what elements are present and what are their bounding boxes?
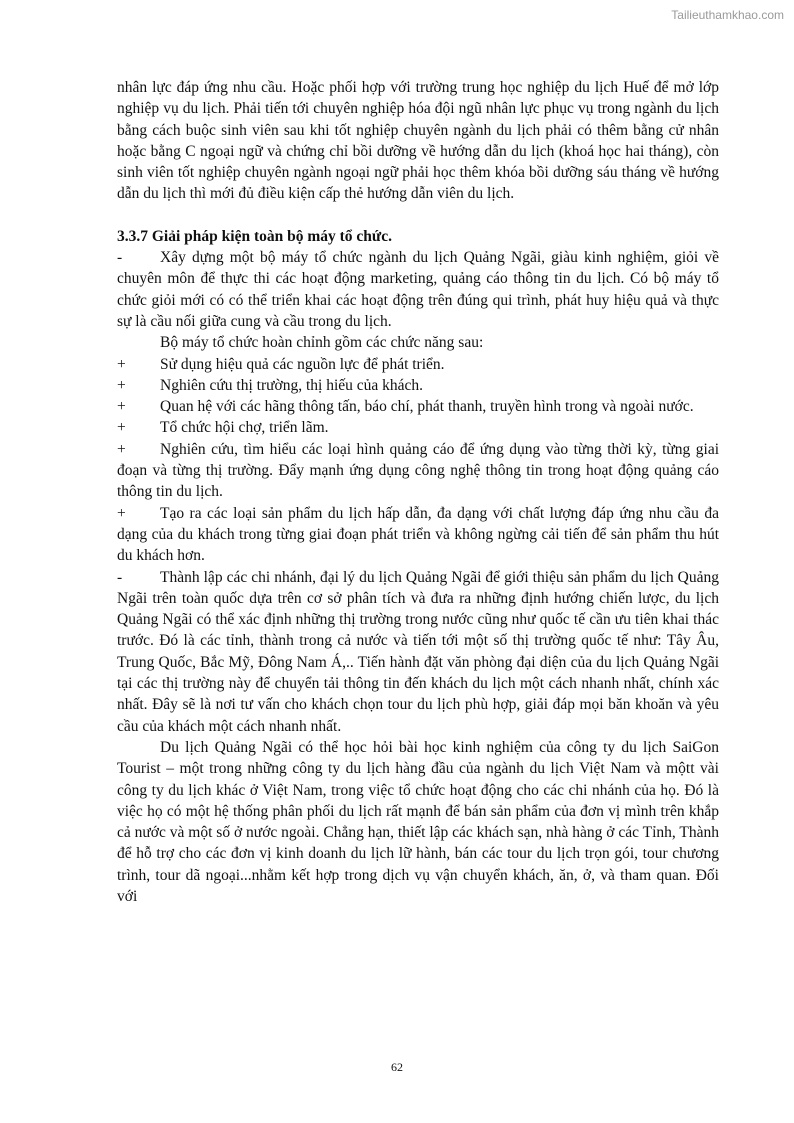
list-item-text: Quan hệ với các hãng thông tấn, báo chí, phát thanh, truyền hình trong và ngoài nước.	[160, 398, 694, 416]
list-item-text: Nghiên cứu thị trường, thị hiếu của khách.	[160, 376, 424, 394]
list-item-text: Nghiên cứu, tìm hiểu các loại hình quảng cáo để ứng dụng vào từng thời kỳ, từng giai đoạn và từng thị trường. Đẩy mạnh ứng dụng công nghệ thông tin trong hoạt động quảng cáo thông tin du lịch.	[117, 440, 719, 501]
plus-marker: +	[117, 355, 126, 373]
plus-marker: +	[117, 440, 126, 458]
plus-marker: +	[117, 398, 126, 416]
plus-marker: +	[117, 376, 126, 394]
list-item	[117, 354, 719, 375]
paragraph-text: Xây dựng một bộ máy tổ chức ngành du lịch Quảng Ngãi, giàu kinh nghiệm, giỏi về chuyên môn để thực thi các hoạt động marketing, quảng cáo thông tin du lịch. Có bộ máy tổ chức giỏi mới có có thể triển khai các hoạt động trên đúng qui trình, phát huy hiệu quả và thực sự là cầu nối giữa cung và cầu trong du lịch.	[117, 249, 719, 330]
list-item	[117, 503, 719, 567]
paragraph-organization	[117, 247, 719, 332]
watermark: Tailieuthamkhao.com	[671, 8, 784, 22]
list-item-text: Tạo ra các loại sản phẩm du lịch hấp dẫn, đa dạng với chất lượng đáp ứng nhu cầu đa dạng của du khách trong từng giai đoạn phát triển và không ngừng cải tiến để sản phẩm thu hút du khách hơn.	[117, 504, 719, 565]
list-item	[117, 375, 719, 396]
paragraph-saigon-tourist: Du lịch Quảng Ngãi có thể học hỏi bài học kinh nghiệm của công ty du lịch SaiGon Tourist – một trong những công ty du lịch hàng đầu của ngành du lịch Việt Nam và mộtt vài công ty du lịch khác ở Việt Nam, trong việc tổ chức hoạt động cho các chi nhánh của họ. Đó là việc họ có một hệ thống phân phối du lịch rất mạnh để bán sản phẩm của đơn vị mình trên khắp cả nước và một số ở nước ngoài. Chẳng hạn, thiết lập các khách sạn, nhà hàng ở các Tỉnh, Thành để hỗ trợ cho các đơn vị kinh doanh du lịch lữ hành, bán các tour du lịch trọn gói, tour chương trình, tour dã ngoại...nhằm kết hợp trong dịch vụ vận chuyển khách, ăn, ở, và tham quan. Đối với	[117, 738, 719, 905]
section-heading: 3.3.7 Giải pháp kiện toàn bộ máy tổ chức.	[117, 227, 392, 245]
paragraph-branches	[117, 567, 719, 737]
intro-paragraph: nhân lực đáp ứng nhu cầu. Hoặc phối hợp với trường trung học nghiệp du lịch Huế để mở lớp nghiệp vụ du lịch. Phải tiến tới chuyên nghiệp hóa đội ngũ nhân lực phục vụ trong ngành du lịch bằng cách buộc sinh viên sau khi tốt nghiệp chuyên ngành du lịch phải có thêm bằng cử nhân hoặc bằng C ngoại ngữ và chứng chỉ bồi dưỡng về hướng dẫn du lịch (khoá học hai tháng), còn sinh viên tốt nghiệp chuyên ngành ngoại ngữ phải học thêm khóa bồi dưỡng sáu tháng về hướng dẫn du lịch thì mới đủ điều kiện cấp thẻ hướng dẫn viên du lịch.	[117, 79, 719, 203]
paragraph-text: Thành lập các chi nhánh, đại lý du lịch Quảng Ngãi để giới thiệu sản phẩm du lịch Quảng Ngãi trên toàn quốc dựa trên cơ sở phân tích và đưa ra những định hướng chiến lược, du lịch Quảng Ngãi có thể xác định những thị trường trong nước cũng như quốc tế cần ưu tiên khai thác trước. Đó là các tỉnh, thành trong cả nước và tiến tới một số thị trường quốc tế như: Tây Âu, Trung Quốc, Bắc Mỹ, Đông Nam Á,.. Tiến hành đặt văn phòng đại diện của du lịch Quảng Ngãi tại các thị trường này để chuyển tải thông tin đến khách du lịch một cách nhanh nhất, chính xác nhất. Đây sẽ là nơi tư vấn cho khách chọn tour du lịch phù hợp, giải đáp mọi băn khoăn và yêu cầu của khách một cách nhanh nhất.	[117, 568, 719, 735]
dash-marker: -	[117, 249, 123, 267]
plus-marker: +	[117, 504, 126, 522]
list-item-text: Sử dụng hiệu quả các nguồn lực để phát triển.	[160, 355, 445, 373]
document-body	[117, 77, 719, 907]
page-number: 62	[391, 1060, 403, 1074]
list-item	[117, 396, 719, 417]
plus-marker: +	[117, 419, 126, 437]
list-item	[117, 417, 719, 438]
dash-marker: -	[117, 568, 123, 586]
list-item-text: Tổ chức hội chợ, triển lãm.	[160, 419, 329, 437]
list-item	[117, 439, 719, 503]
functions-intro: Bộ máy tổ chức hoàn chỉnh gồm các chức năng sau:	[160, 334, 484, 352]
